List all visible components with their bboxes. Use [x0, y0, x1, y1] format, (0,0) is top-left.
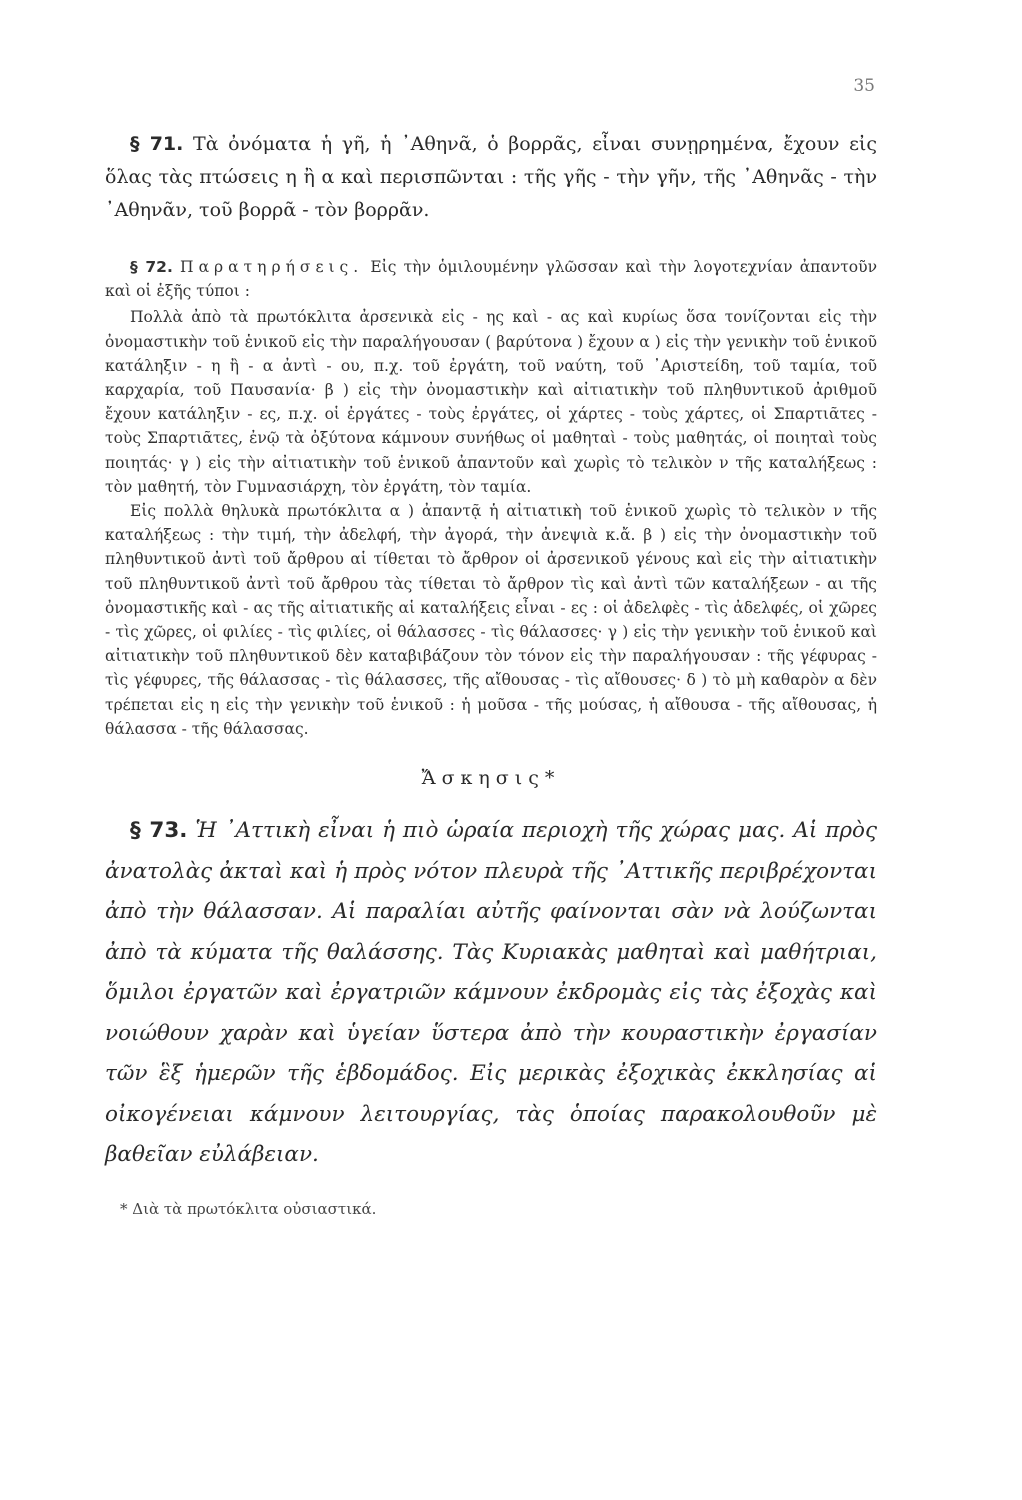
section-72-intro: [105, 255, 877, 303]
section-71-text: Τὰ ὀνόματα ἡ γῆ, ἡ ᾿Αθηνᾶ, ὁ βορρᾶς, εἶναι συνῃρημένα, ἔχουν εἰς ὅλας τὰς πτώσεις η ἢ α καὶ περισπῶνται : τῆς γῆς - τὴν γῆν, τῆς ᾿Αθηνᾶς - τὴν ᾿Αθηνᾶν, τοῦ βορρᾶ - τὸν βορρᾶν.: [105, 133, 878, 221]
section-71: [105, 128, 877, 227]
section-71-number: § 71.: [130, 133, 184, 155]
section-73-exercise: [105, 811, 877, 1176]
section-73-text: Ἡ ᾿Αττικὴ εἶναι ἡ πιὸ ὡραία περιοχὴ τῆς χώρας μας. Αἱ πρὸς ἀνατολὰς ἀκταὶ καὶ ἡ πρὸς νότον πλευρὰ τῆς ᾿Αττικῆς περιβρέχονται ἀπὸ τὴν θάλασσαν. Αἱ παραλίαι αὐτῆς φαίνονται σὰν νὰ λούζωνται ἀπὸ τὰ κύματα τῆς θαλάσσης. Τὰς Κυριακὰς μαθηταὶ καὶ μαθήτριαι, ὅμιλοι ἐργατῶν καὶ ἐργατριῶν κάμνουν ἐκδρομὰς εἰς τὰς ἐξοχὰς καὶ νοιώθουν χαρὰν καὶ ὑγείαν ὕστερα ἀπὸ τὴν κουραστικὴν ἐργασίαν τῶν ἓξ ἡμερῶν τῆς ἑβδομάδος. Εἰς μερικὰς ἐξοχικὰς ἐκκλησίας αἱ οἰκογένειαι κάμνουν λειτουργίας, τὰς ὁποίας παρακολουθοῦν μὲ βαθεῖαν εὐλάβειαν.: [105, 818, 877, 1168]
page-number: 35: [853, 76, 875, 96]
section-72-intro-text: Εἰς τὴν ὁμιλουμένην γλῶσσαν καὶ τὴν λογοτεχνίαν ἀπαντοῦν καὶ οἱ ἑξῆς τύποι :: [105, 258, 877, 301]
section-72-paragraph-feminine: Εἰς πολλὰ θηλυκὰ πρωτόκλιτα α ) ἀπαντᾷ ἡ αἰτιατικὴ τοῦ ἑνικοῦ χωρὶς τὸ τελικὸν ν τῆς καταλήξεως : τὴν τιμή, τὴν ἀδελφή, τὴν ἀγορά, τὴν ἀνεψιὰ κ.ἄ. β ) εἰς τὴν ὀνομαστικὴν τοῦ πληθυντικοῦ ἀντὶ τοῦ ἄρθρου αἱ τίθεται τὸ ἄρθρον οἱ ἀρσενικοῦ γένους καὶ εἰς τὴν αἰτιατικὴν τοῦ πληθυντικοῦ ἀντὶ τοῦ ἄρθρου τὰς τίθεται τὸ ἄρθρον τὶς καὶ ἀντὶ τῶν καταλήξεων - αι τῆς ὀνομαστικῆς καὶ - ας τῆς αἰτιατικῆς αἱ καταλήξεις εἶναι - ες : οἱ ἀδελφὲς - τὶς ἀδελφές, οἱ χῶρες - τὶς χῶρες, οἱ φιλίες - τὶς φιλίες, οἱ θάλασσες - τὶς θάλασσες· γ ) εἰς τὴν γενικὴν τοῦ ἑνικοῦ καὶ αἰτιατικὴν τοῦ πληθυντικοῦ δὲν καταβιβάζουν τὸν τόνον εἰς τὴν παραλήγουσαν : τῆς γέφυρας - τὶς γέφυρες, τῆς θάλασσας - τὶς θάλασσες, τῆς αἴθουσας - τὶς αἴθουσες· δ ) τὸ μὴ καθαρὸν α δὲν τρέπεται εἰς η εἰς τὴν γενικὴν τοῦ ἑνικοῦ : ἡ μοῦσα - τῆς μούσας, ἡ αἴθουσα - τῆς αἴθουσας, ἡ θάλασσα - τῆς θάλασσας.: [105, 502, 877, 738]
page-body: [105, 128, 877, 1218]
section-72-number: § 72.: [130, 258, 173, 276]
section-73-number: § 73.: [130, 818, 188, 844]
exercise-heading: Ἄσκησις*: [421, 767, 561, 790]
section-72-paragraph-masculine: Πολλὰ ἀπὸ τὰ πρωτόκλιτα ἀρσενικὰ εἰς - ης καὶ - ας καὶ κυρίως ὅσα τονίζονται εἰς τὴν ὀνομαστικὴν τοῦ ἑνικοῦ εἰς τὴν παραλήγουσαν ( βαρύτονα ) ἔχουν α ) εἰς τὴν γενικὴν τοῦ ἑνικοῦ κατάληξιν - η ἢ - α ἀντὶ - ου, π.χ. τοῦ ἐργάτη, τοῦ ναύτη, τοῦ ᾿Αριστείδη, τοῦ ταμία, τοῦ καρχαρία, τοῦ Παυσανία· β ) εἰς τὴν ὀνομαστικὴν καὶ αἰτιατικὴν τοῦ πληθυντικοῦ ἀριθμοῦ ἔχουν κατάληξιν - ες, π.χ. οἱ ἐργάτες - τοὺς ἐργάτες, οἱ χάρτες - τοὺς χάρτες, οἱ Σπαρτιᾶτες - τοὺς Σπαρτιᾶτες, ἐνῷ τὰ ὀξύτονα κάμνουν συνήθως οἱ μαθηταὶ - τοὺς μαθητάς, οἱ ποιηταὶ τοὺς ποιητάς· γ ) εἰς τὴν αἰτιατικὴν τοῦ ἑνικοῦ ἀπαντοῦν καὶ χωρὶς τὸ τελικὸν ν τῆς καταλήξεως : τὸν μαθητή, τὸν Γυμνασιάρχη, τὸν ἐργάτη, τὸν ταμία.: [105, 308, 877, 496]
footnote: * Διὰ τὰ πρωτόκλιτα οὐσιαστικά.: [120, 1199, 377, 1218]
section-72-title: Παρατηρήσεις.: [180, 258, 364, 276]
